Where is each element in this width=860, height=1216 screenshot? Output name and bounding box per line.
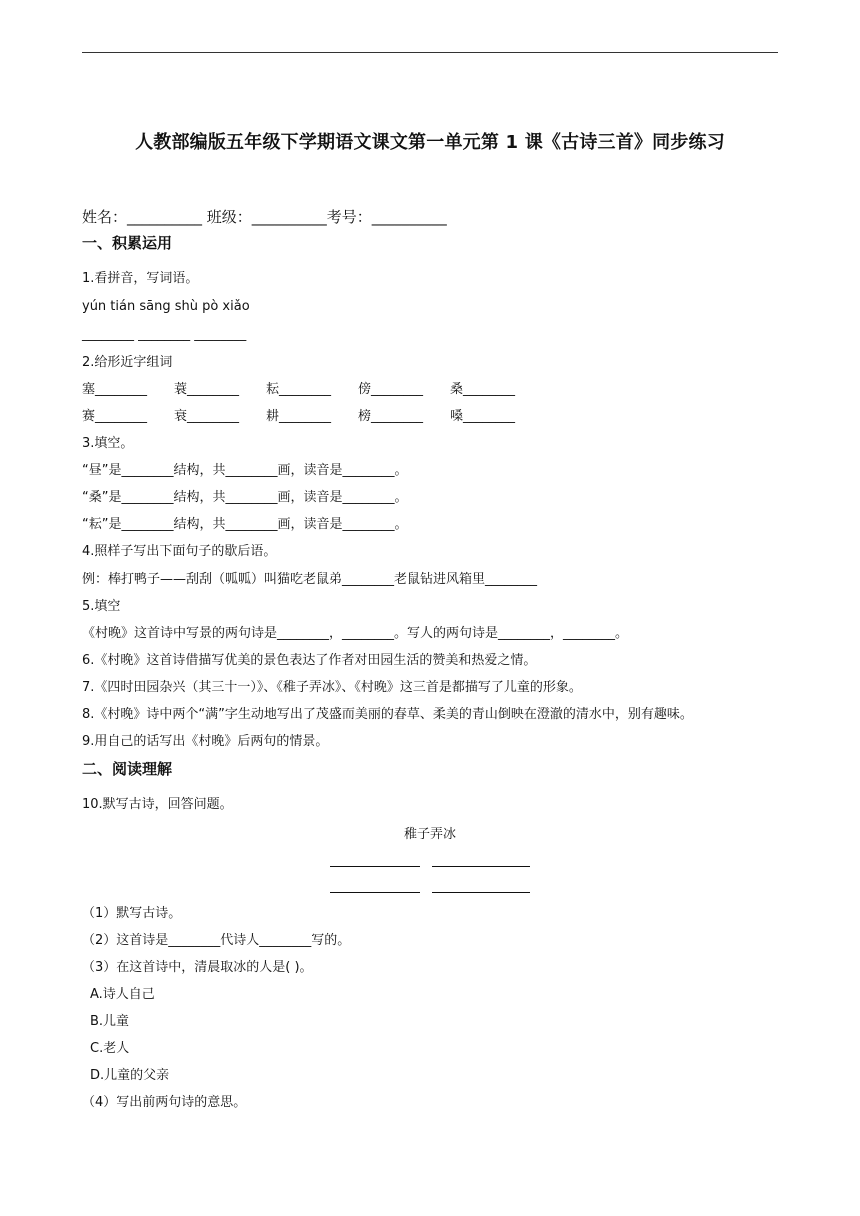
word-cell: 耕________ (266, 409, 332, 424)
sub-question-1: （1）默写古诗。 (82, 906, 182, 921)
question-8: 8.《村晚》诗中两个“满”字生动地写出了茂盛而美丽的春草、柔美的青山倒映在澄澈的清水中，别有趣味。 (82, 707, 693, 722)
option-b: B.儿童 (90, 1014, 130, 1029)
question-10: 10.默写古诗，回答问题。 (82, 797, 233, 812)
sub-question-2: （2）这首诗是________代诗人________写的。 (82, 933, 351, 948)
section-heading-2: 二、阅读理解 (82, 760, 173, 778)
student-info-line: 姓名：__________ 班级：__________考号：__________ (82, 208, 447, 226)
word-cell: 傍________ (358, 382, 424, 397)
word-cell: 塞________ (82, 382, 148, 397)
header-rule (82, 52, 778, 53)
question-1-pinyin: yún tián sāng shù pò xiǎo (82, 299, 250, 314)
question-4: 4.照样子写出下面句子的歇后语。 (82, 544, 277, 559)
question-5: 5.填空 (82, 599, 121, 614)
question-5-text: 《村晚》这首诗中写景的两句诗是________，________。写人的两句诗是________，________。 (82, 626, 629, 641)
option-c: C.老人 (90, 1041, 130, 1056)
option-d: D.儿童的父亲 (90, 1068, 170, 1083)
question-1: 1.看拼音，写词语。 (82, 271, 199, 286)
question-1-blanks: ________ ________ ________ (82, 327, 247, 342)
page-title: 人教部编版五年级下学期语文课文第一单元第 1 课《古诗三首》同步练习 (135, 132, 725, 153)
poem-title: 稚子弄冰 (403, 827, 456, 842)
question-3-line: “耘”是________结构，共________画，读音是________。 (82, 517, 408, 532)
poem-blank-row-2 (0, 878, 860, 897)
question-3: 3.填空。 (82, 436, 134, 451)
option-a: A.诗人自己 (90, 987, 155, 1002)
word-cell: 榜________ (358, 409, 424, 424)
question-2: 2.给形近字组词 (82, 355, 173, 370)
word-cell: 桑________ (450, 382, 516, 397)
sub-question-3: （3）在这首诗中，清晨取冰的人是( )。 (82, 960, 313, 975)
word-cell: 嗓________ (450, 409, 516, 424)
word-cell: 蓑________ (174, 382, 240, 397)
word-cell: 耘________ (266, 382, 332, 397)
answer-blank[interactable] (330, 852, 420, 867)
question-7: 7.《四时田园杂兴（其三十一）》、《稚子弄冰》、《村晚》这三首是都描写了儿童的形象。 (82, 680, 582, 695)
sub-question-4: （4）写出前两句诗的意思。 (82, 1095, 247, 1110)
word-cell: 赛________ (82, 409, 148, 424)
question-3-line: “昼”是________结构，共________画，读音是________。 (82, 463, 408, 478)
question-9: 9.用自己的话写出《村晚》后两句的情景。 (82, 734, 329, 749)
answer-blank[interactable] (432, 852, 530, 867)
section-heading-1: 一、积累运用 (82, 234, 173, 252)
question-4-example: 例：棒打鸭子——刮刮（呱呱）叫猫吃老鼠弟________老鼠钻进风箱里________ (82, 572, 538, 587)
question-3-line: “桑”是________结构，共________画，读音是________。 (82, 490, 408, 505)
question-6: 6.《村晚》这首诗借描写优美的景色表达了作者对田园生活的赞美和热爱之情。 (82, 653, 537, 668)
answer-blank[interactable] (330, 878, 420, 893)
poem-blank-row-1 (0, 852, 860, 871)
word-cell: 衰________ (174, 409, 240, 424)
question-2-row-2 (82, 408, 542, 426)
answer-blank[interactable] (432, 878, 530, 893)
question-2-row-1 (82, 381, 542, 399)
